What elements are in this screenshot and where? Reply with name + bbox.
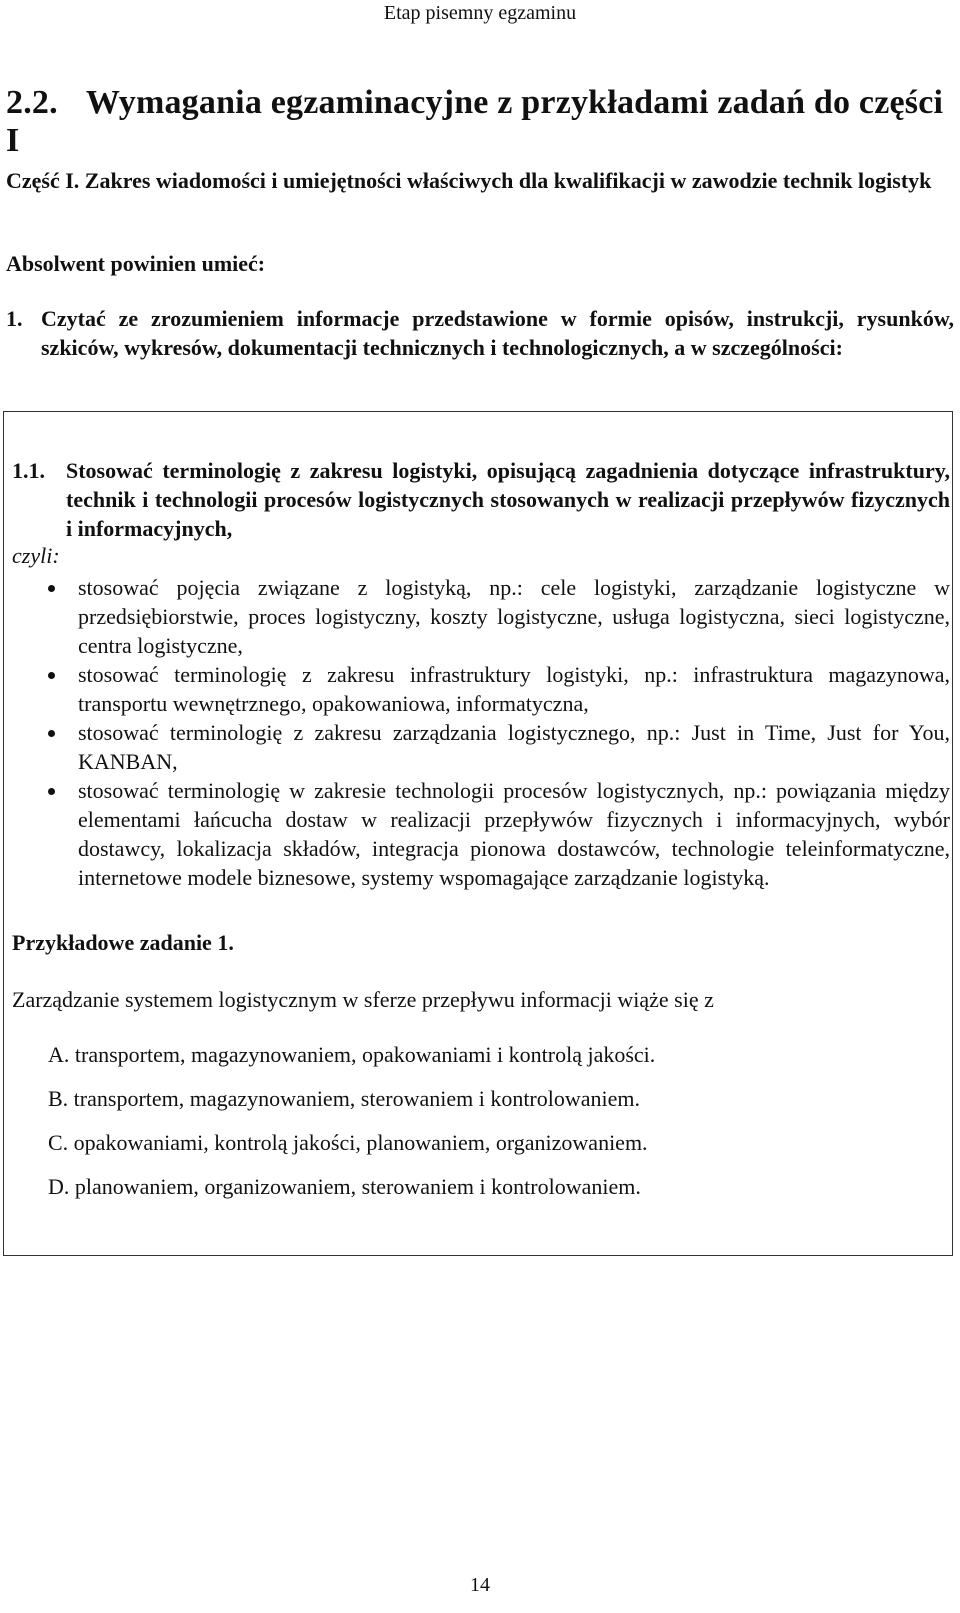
example-task-question: Zarządzanie systemem logistycznym w sferze przepływu informacji wiąże się z [12, 987, 714, 1012]
requirement-1 [6, 304, 954, 362]
subrequirement-1-1 [12, 456, 950, 543]
list-item [48, 776, 950, 892]
bullet-icon [48, 788, 55, 795]
answer-option-b: B. transportem, magazynowaniem, sterowaniem i kontrolowaniem. [48, 1086, 641, 1111]
list-item [48, 573, 950, 660]
subrequirement-number: 1.1. [12, 458, 45, 483]
list-item-text: stosować pojęcia związane z logistyką, np.: cele logistyki, zarządzanie logistyczne w przedsiębiorstwie, proces logistyczny, koszty logistyczne, usługa logistyczna, sieci logistyczne, centra logistyczne, [78, 575, 950, 658]
bullet-icon [48, 672, 55, 679]
page-number: 14 [470, 1574, 490, 1596]
requirement-number: 1. [6, 306, 23, 331]
page-header: Etap pisemny egzaminu [383, 2, 577, 24]
section-heading [6, 84, 960, 160]
answer-option-d: D. planowaniem, organizowaniem, sterowaniem i kontrolowaniem. [48, 1174, 641, 1199]
subrequirement-text: Stosować terminologię z zakresu logistyki, opisującą zagadnienia dotyczące infrastruktury, technik i technologii procesów logistycznych stosowanych w realizacji przepływów fizycznych i informacyjnych, [66, 458, 950, 541]
list-item-text: stosować terminologię z zakresu zarządzania logistycznego, np.: Just in Time, Just for You, KANBAN, [78, 720, 950, 774]
part-heading: Część I. Zakres wiadomości i umiejętności właściwych dla kwalifikacji w zawodzie technik logistyk [6, 168, 932, 193]
list-item-text: stosować terminologię w zakresie technologii procesów logistycznych, np.: powiązania między elementami łańcucha dostaw w realizacji przepływów fizycznych i informacyjnych, wybór dostawcy, lokalizacja składów, integracja pionowa dostawców, technologie teleinformatyczne, internetowe modele biznesowe, systemy wspomagające zarządzanie logistyką. [78, 778, 950, 890]
answer-options [48, 1040, 928, 1216]
example-task-title: Przykładowe zadanie 1. [12, 930, 234, 955]
answer-option-a: A. transportem, magazynowaniem, opakowaniami i kontrolą jakości. [48, 1042, 656, 1067]
section-title: Wymagania egzaminacyjne z przykładami zadań do części I [6, 84, 944, 159]
bullet-icon [48, 585, 55, 592]
absolwent-intro: Absolwent powinien umieć: [6, 251, 266, 276]
requirement-text: Czytać ze zrozumieniem informacje przedstawione w formie opisów, instrukcji, rysunków, szkiców, wykresów, dokumentacji technicznych i technologicznych, a w szczególności: [41, 306, 954, 360]
list-item [48, 718, 950, 776]
bullet-icon [48, 730, 55, 737]
list-item-text: stosować terminologię z zakresu infrastruktury logistyki, np.: infrastruktura magazynowa, transportu wewnętrznego, opakowaniowa, informatyczna, [78, 662, 950, 716]
list-item [48, 660, 950, 718]
answer-option-c: C. opakowaniami, kontrolą jakości, planowaniem, organizowaniem. [48, 1130, 648, 1155]
section-number: 2.2. [6, 84, 58, 121]
czyli-label: czyli: [12, 543, 60, 568]
skills-list [48, 573, 950, 892]
